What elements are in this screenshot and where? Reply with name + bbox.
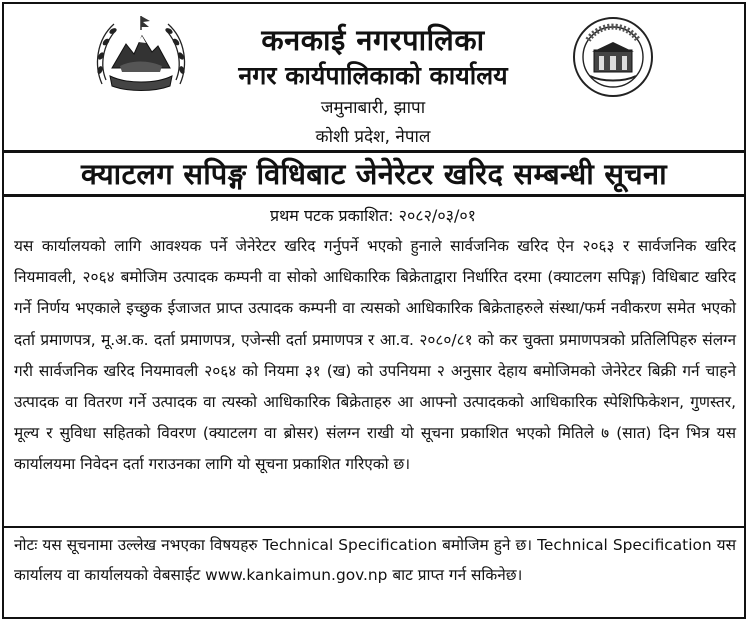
address-line-2: कोशी प्रदेश, नेपाल <box>315 127 431 147</box>
letterhead <box>0 0 746 148</box>
notice-body: यस कार्यालयको लागि आवश्यक पर्ने जेनेरेटर खरिद गर्नुपर्ने भएको हुनाले सार्वजनिक खरिद ऐन २०६३ र सार्वजनिक खरिद नियमावली, २०६४ बमोजिम उत्पादक कम्पनी वा सोको आधिकारिक बिक्रेताद्वारा निर्धारित दरमा (क्याटलग सपिङ्ग) विधिबाट खरिद गर्ने निर्णय भएकाले इच्छुक ईजाजत प्राप्त उत्पादक कम्पनी वा त्यसको आधिकारिक बिक्रेताहरुले संस्था/फर्म नवीकरण समेत भएको दर्ता प्रमाणपत्र, मू.अ.क. दर्ता प्रमाणपत्र, एजेन्सी दर्ता प्रमाणपत्र र आ.व. २०८०/८१ को कर चुक्ता प्रमाणपत्रको प्रतिलिपिहरु संलग्न गरी सार्वजनिक खरिद नियमावली २०६४ को नियमा ३१ (ख) को उपनियमा २ अनुसार देहाय बमोजिमको जेनेरेटर बिक्री गर्न चाहने उत्पादक वा वितरण गर्ने उत्पादक वा त्यस्को आधिकारिक बिक्रेताहरु आ आफ्नो उत्पादकको आधिकारिक स्पेशिफिकेशन, गुणस्तर, मूल्य र सुविधा सहितको विवरण (क्याटलग वा ब्रोसर) संलग्न राखी यो सूचना प्रकाशित भएको मितिले ७ (सात) दिन भित्र यस कार्यालयमा निवेदन दर्ता गराउनका लागि यो सूचना प्रकाशित गरिएको छ। <box>14 237 736 474</box>
address-line-1: जमुनाबारी, झापा <box>320 98 426 118</box>
notice-title-band <box>4 150 744 197</box>
municipality-seal-icon <box>572 16 654 98</box>
municipality-name: कनकाई नगरपालिका <box>261 23 485 57</box>
notice-note: नोटः यस सूचनामा उल्लेख नभएका विषयहरु Technical Specification बमोजिम हुने छ। Technical Specification यस कार्यालय वा कार्यालयको वेबसाईट www.kankaimun.gov.np बाट प्राप्त गर्न सकिनेछ। <box>14 536 736 584</box>
office-name: नगर कार्यपालिकाको कार्यालय <box>238 61 508 90</box>
note-divider <box>4 526 744 528</box>
notice-title: क्याटलग सपिङ्ग विधिबाट जेनेरेटर खरिद सम्बन्धी सूचना <box>81 157 667 191</box>
published-date: प्रथम पटक प्रकाशित: २०८२/०३/०१ <box>269 206 476 225</box>
